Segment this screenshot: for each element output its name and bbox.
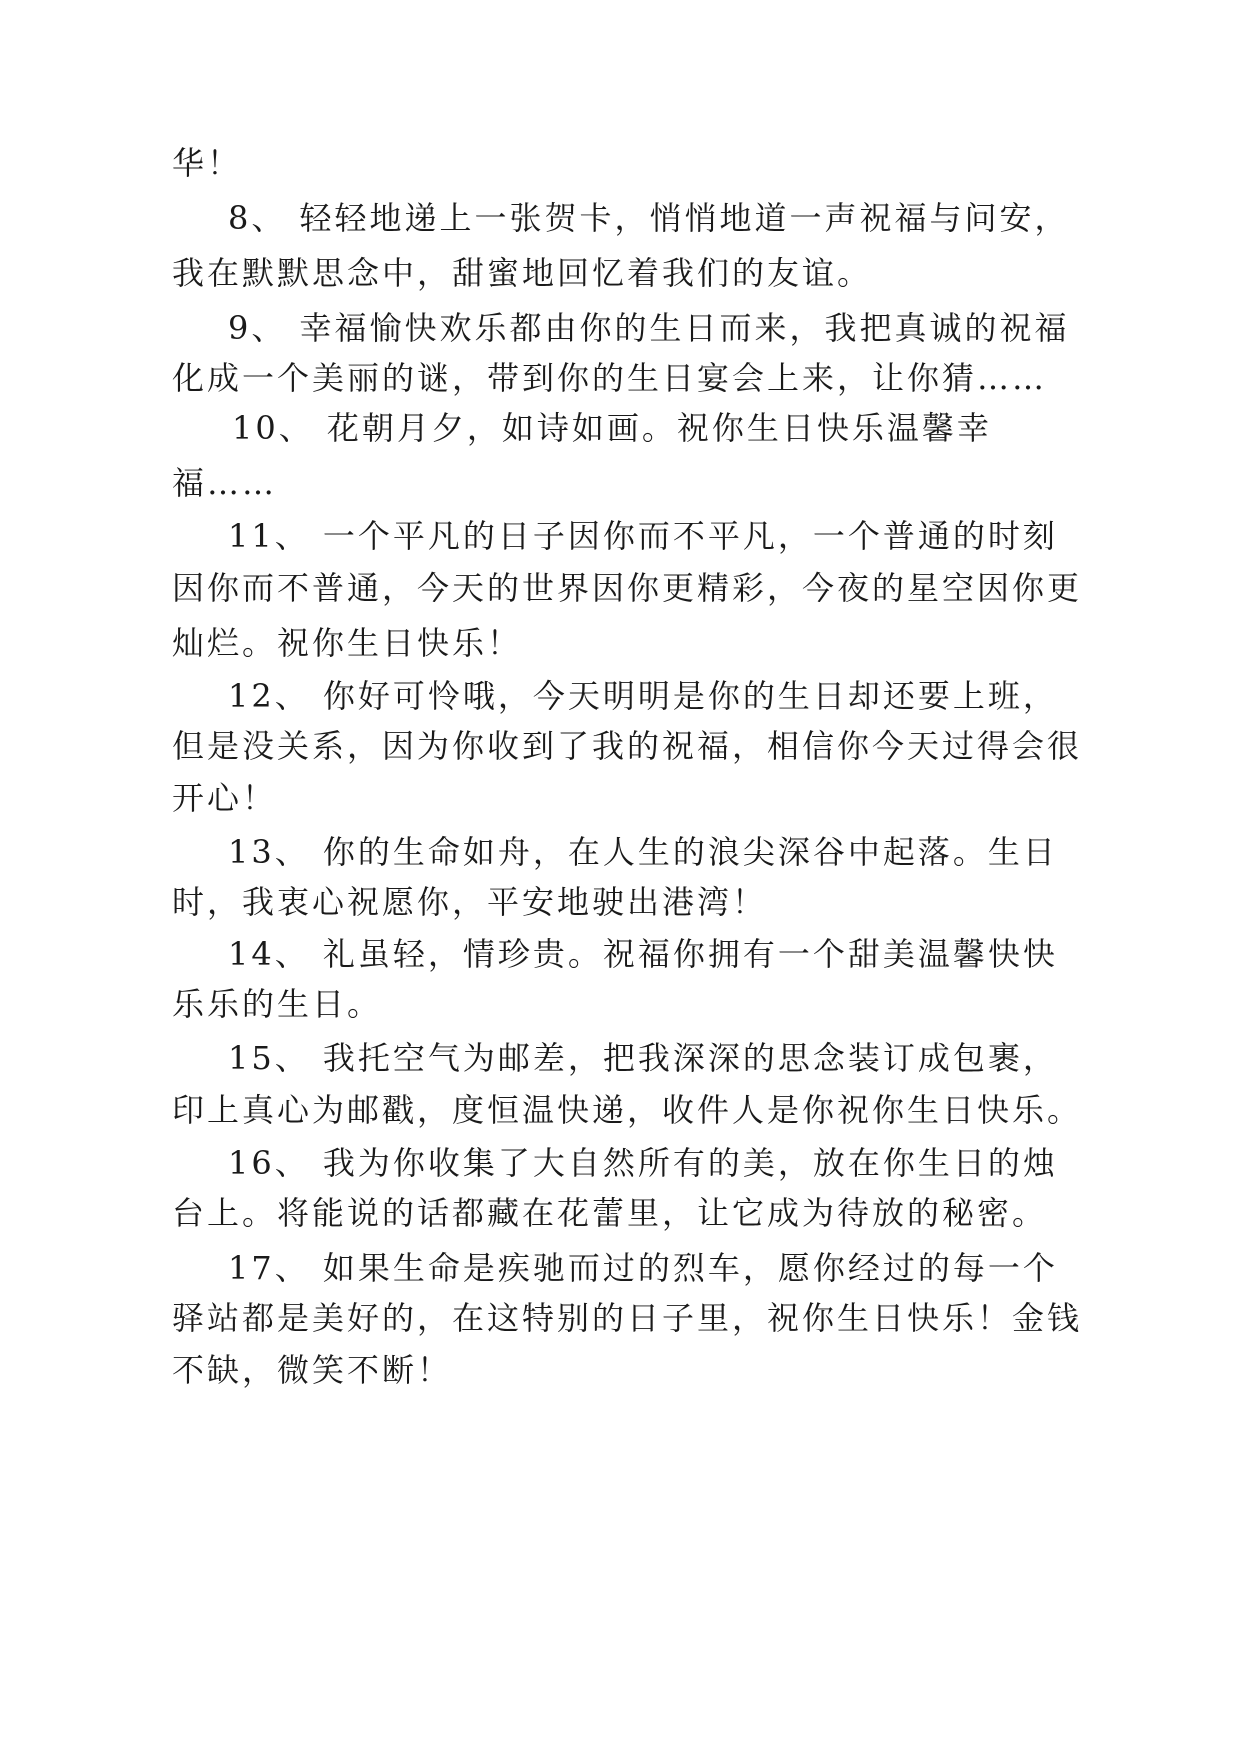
text-line: 台上。将能说的话都藏在花蕾里，让它成为待放的秘密。 — [172, 1194, 1048, 1232]
text-line: 12、 你好可怜哦，今天明明是你的生日却还要上班， — [228, 677, 1058, 715]
text-line: 驿站都是美好的，在这特别的日子里，祝你生日快乐！金钱 — [172, 1299, 1083, 1337]
text-line: 16、 我为你收集了大自然所有的美，放在你生日的烛 — [228, 1144, 1058, 1182]
text-line: 13、 你的生命如舟，在人生的浪尖深谷中起落。生日 — [228, 833, 1058, 871]
text-line: 17、 如果生命是疾驰而过的烈车，愿你经过的每一个 — [228, 1249, 1058, 1287]
text-line: 因你而不普通，今天的世界因你更精彩，今夜的星空因你更 — [172, 569, 1083, 607]
text-line: 我在默默思念中，甜蜜地回忆着我们的友谊。 — [172, 254, 873, 292]
text-line: 11、 一个平凡的日子因你而不平凡，一个普通的时刻 — [228, 517, 1058, 555]
text-line: 福…… — [172, 464, 278, 502]
text-line: 印上真心为邮戳，度恒温快递，收件人是你祝你生日快乐。 — [172, 1091, 1083, 1129]
text-line: 8、 轻轻地递上一张贺卡，悄悄地道一声祝福与问安， — [228, 199, 1070, 237]
text-line: 9、 幸福愉快欢乐都由你的生日而来，我把真诚的祝福 — [228, 309, 1070, 347]
text-line: 化成一个美丽的谜，带到你的生日宴会上来，让你猜…… — [172, 359, 1048, 397]
text-line: 时，我衷心祝愿你，平安地驶出港湾！ — [172, 883, 768, 921]
text-line: 15、 我托空气为邮差，把我深深的思念装订成包裹， — [228, 1039, 1058, 1077]
text-line: 14、 礼虽轻，情珍贵。祝福你拥有一个甜美温馨快快 — [228, 935, 1058, 973]
text-line: 不缺，微笑不断！ — [172, 1351, 453, 1389]
text-line: 开心！ — [172, 779, 278, 817]
text-line: 乐乐的生日。 — [172, 985, 383, 1023]
text-line: 但是没关系，因为你收到了我的祝福，相信你今天过得会很 — [172, 727, 1083, 765]
text-line: 10、 花朝月夕，如诗如画。祝你生日快乐温馨幸 — [232, 409, 992, 447]
text-line: 华！ — [172, 144, 243, 182]
text-line: 灿烂。祝你生日快乐！ — [172, 624, 523, 662]
